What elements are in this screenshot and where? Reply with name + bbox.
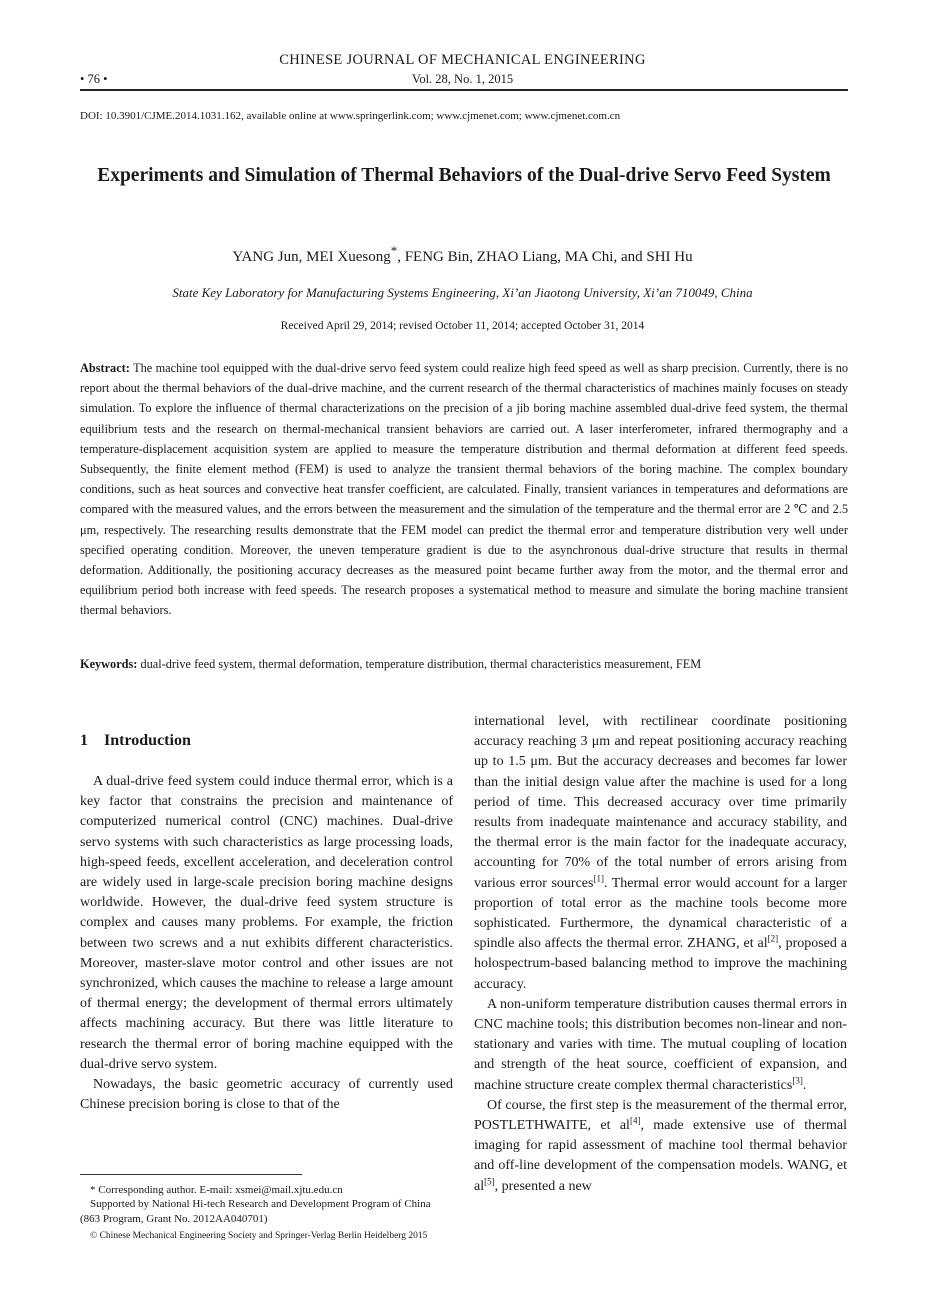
citation-ref[interactable]: [3] [792,1075,803,1085]
header-rule [80,89,848,91]
section-title: Introduction [104,732,191,749]
footnote-rule [80,1174,302,1175]
corresponding-author-note: * Corresponding author. E-mail: xsmei@mail.xjtu.edu.cn [90,1184,343,1196]
intro-paragraph-1: A dual-drive feed system could induce thermal error, which is a key factor that constrains the precision and maintenance of computerized numerical control (CNC) machines. Dual-drive servo systems with such characteristics as large processing loads, high-speed feeds, excellent acceleration, and deceleration control are widely used in large-scale precision boring machine designs worldwide. However, the dual-drive feed system structure is complex and causes many problems. For example, the friction between two screws and a nut exhibits different characteristics. Moreover, master-slave motor control and other issues are not synchronized, which causes the machine to release a large amount of thermal energy; the development of thermal errors ultimately affects machining accuracy. But there was little literature to research the thermal error of boring machine equipped with the dual-drive servo system. [80,774,453,1072]
right-paragraph-2 [474,995,847,1096]
abstract [80,358,848,621]
text-run: , proposed a holospectrum-based balancing method to improve the machining accuracy. [474,936,847,992]
copyright-note: © Chinese Mechanical Engineering Society and Springer-Verlag Berlin Heidelberg 2015 [90,1230,428,1241]
section-heading [80,732,191,750]
authors-rest: , FENG Bin, ZHAO Liang, MA Chi, and SHI Hu [397,249,693,265]
keywords-label: Keywords: [80,657,138,671]
page-number: • 76 • [80,72,108,86]
text-run: , presented a new [494,1178,592,1194]
journal-title: CHINESE JOURNAL OF MECHANICAL ENGINEERING [279,52,646,68]
citation-ref[interactable]: [5] [484,1176,495,1187]
authors-first: YANG Jun, MEI Xuesong [232,249,391,265]
abstract-label: Abstract: [80,361,130,375]
author-list [0,243,925,266]
footnotes [80,1183,453,1243]
corresponding-star: * [390,243,398,258]
text-run: Of course, the first step is the measurement of the thermal error, POSTLETHWAITE, et al [474,1097,847,1134]
abstract-text: The machine tool equipped with the dual-drive servo feed system could realize high feed speed as well as sharp precision. Currently, there is no report about the thermal behaviors of the dual-drive machine, and the current research of the thermal characteristics of machines mainly focuses on steady simulation. To explore the influence of thermal characterizations on the precision of a jib boring machine assembled dual-drive feed system, the thermal equilibrium tests and the research on thermal-mechanical transient behaviors are carried out. A laser interferometer, infrared thermography and a temperature-displacement acquisition system are applied to measure the temperature distribution and thermal deformation at different feed speeds. Subsequently, the finite element method (FEM) is used to analyze the transient thermal behaviors of the boring machine. The complex boundary conditions, such as heat sources and convective heat transfer coefficient, are calculated. Finally, transient variances in temperatures and deformations are compared with the measured values, and the errors between the measurement and the simulation of the temperature and the thermal error are 2 ℃ and 2.5 μm, respectively. The researching results demonstrate that the FEM model can predict the thermal error and temperature distribution very well under specified operating condition. Moreover, the uneven temperature gradient is due to the asynchronous dual-drive structure that results in thermal deformation. Additionally, the positioning accuracy decreases as the measured point became further away from the motor, and the thermal error and equilibrium period both increase with feed speeds. The research proposes a systematical method to measure and simulate the boring machine transient thermal behaviors. [80,361,848,618]
section-number: 1 [80,732,88,749]
right-paragraph-1 [474,712,847,995]
funding-note: Supported by National Hi-tech Research and Development Program of China (863 Program, Grant No. 2012AA040701) [80,1198,431,1225]
affiliation: State Key Laboratory for Manufacturing Systems Engineering, Xi’an Jiaotong University, Xi’an 710049, China [172,285,753,300]
left-column [80,772,453,1115]
keywords-text: dual-drive feed system, thermal deformation, temperature distribution, thermal characteristics measurement, FEM [140,657,702,671]
text-run: . Thermal error would account for a larger proportion of total error as the machine tools become more sophisticated. Furthermore, the dynamical characteristic of a spindle also affects the thermal error. ZHANG, et al [474,875,848,952]
citation-ref[interactable]: [4] [629,1115,641,1126]
right-column [474,712,847,1197]
citation-ref[interactable]: [1] [593,872,604,883]
volume-info: Vol. 28, No. 1, 2015 [411,72,514,86]
text-run: , made extensive use of thermal imaging for rapid assessment of machine tool thermal behavior and off-line development of the compensation models. WANG, et al [474,1118,847,1194]
text-run: . [802,1077,807,1093]
right-paragraph-3 [474,1096,847,1197]
paper-title: Experiments and Simulation of Thermal Behaviors of the Dual-drive Servo Feed System [97,165,831,186]
text-run: A non-uniform temperature distribution causes thermal errors in CNC machine tools; this distribution becomes non-linear and non-stationary and varies with time. The mutual coupling of location and strength of the heat source, coefficient of expansion, and machine structure create complex thermal characteristics [474,996,847,1093]
received-dates: Received April 29, 2014; revised October 11, 2014; accepted October 31, 2014 [280,320,645,332]
citation-ref[interactable]: [2] [767,933,779,944]
text-run: international level, with rectilinear coordinate positioning accuracy reaching 3 μm and repeat positioning accuracy reaching up to 1.5 μm. But the accuracy decreases and becomes far lower than the initial design value after the machine is used for a long period of time. This decreased accuracy over time primarily results from inadequate maintenance and accuracy stability, and the thermal error is the main factor for the inadequate accuracy, accounting for 70% of the total number of errors arising from various error sources [474,714,847,891]
doi-line: DOI: 10.3901/CJME.2014.1031.162, available online at www.springerlink.com; www.cjmenet.com; www.cjmenet.com.cn [80,110,621,122]
keywords [80,654,848,674]
intro-paragraph-2: Nowadays, the basic geometric accuracy of currently used Chinese precision boring is close to that of the [80,1077,453,1113]
